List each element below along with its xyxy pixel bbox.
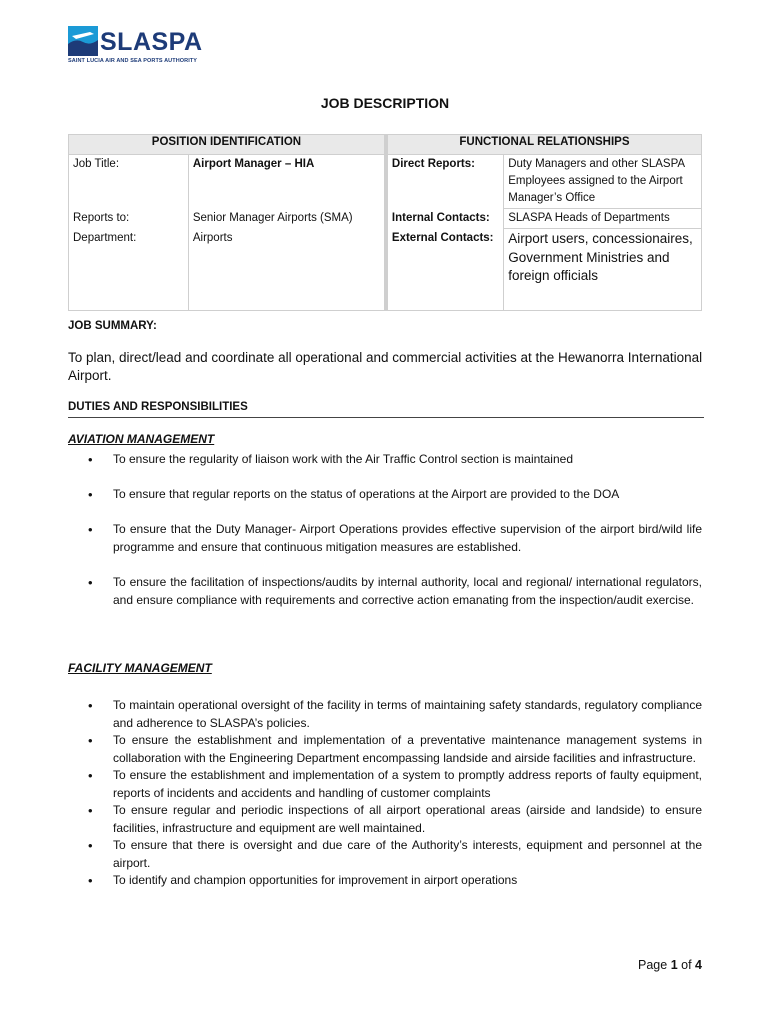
internal-contacts-value: SLASPA Heads of Departments <box>504 209 702 229</box>
document-title: JOB DESCRIPTION <box>320 95 450 111</box>
list-item: • To ensure that there is oversight and due care of the Authority’s interests, equipment and personnel at the airport. <box>68 837 702 872</box>
of-word: of <box>681 958 692 972</box>
section-divider <box>68 417 704 418</box>
facility-management-heading: FACILITY MANAGEMENT <box>68 661 212 675</box>
slaspa-logo <box>68 26 208 66</box>
internal-contacts-label: Internal Contacts: <box>386 209 504 229</box>
table-row <box>69 209 702 229</box>
list-item: • To identify and champion opportunities for improvement in airport operations <box>68 872 702 890</box>
job-title-value: Airport Manager – HIA <box>188 155 386 209</box>
direct-reports-label: Direct Reports: <box>386 155 504 209</box>
page-number <box>638 958 702 972</box>
list-item: • To ensure the establishment and implementation of a system to promptly address reports of faulty equipment, reports of incidents and accidents and handling of customer complaints <box>68 767 702 802</box>
current-page: 1 <box>670 958 678 972</box>
slaspa-emblem-icon <box>68 26 98 56</box>
total-pages: 4 <box>695 958 702 972</box>
reports-to-value: Senior Manager Airports (SMA) <box>188 209 386 229</box>
position-identification-header: POSITION IDENTIFICATION <box>69 135 386 155</box>
job-summary-text: To plan, direct/lead and coordinate all operational and commercial activities at the Hewanorra International Airport. <box>68 350 703 383</box>
list-item: • To ensure the regularity of liaison work with the Air Traffic Control section is maintained <box>68 451 702 469</box>
page-word: Page <box>638 958 668 972</box>
list-item: • To ensure the facilitation of inspections/audits by internal authority, local and regional/ international regulators, and ensure compliance with requirements and corrective action emanating from the inspection/audit exercise. <box>68 574 702 609</box>
external-contacts-label: External Contacts: <box>386 229 504 311</box>
list-item: • To ensure regular and periodic inspections of all airport operational areas (airside and landside) to ensure facilities, infrastructure and equipment are well maintained. <box>68 802 702 837</box>
external-contacts-value: Airport users, concessionaires, Government Ministries and foreign officials <box>504 229 702 311</box>
job-title-label: Job Title: <box>69 155 189 209</box>
table-row <box>69 155 702 209</box>
aviation-management-heading: AVIATION MANAGEMENT <box>68 432 215 446</box>
reports-to-label: Reports to: <box>69 209 189 229</box>
functional-relationships-header: FUNCTIONAL RELATIONSHIPS <box>386 135 702 155</box>
job-summary-heading: JOB SUMMARY: <box>68 320 157 332</box>
facility-duties-list <box>68 697 702 890</box>
position-info-table <box>68 134 702 311</box>
logo-wordmark: SLASPA <box>100 28 203 56</box>
department-value: Airports <box>188 229 386 311</box>
list-item: • To ensure that the Duty Manager- Airport Operations provides effective supervision of the airport bird/wild life programme and ensure that continuous mitigation measures are established. <box>68 521 702 556</box>
list-item: • To ensure that regular reports on the status of operations at the Airport are provided to the DOA <box>68 486 702 504</box>
logo-tagline: SAINT LUCIA AIR AND SEA PORTS AUTHORITY <box>68 58 198 64</box>
list-item: • To maintain operational oversight of the facility in terms of maintaining safety standards, regulatory compliance and adherence to SLASPA’s policies. <box>68 697 702 732</box>
table-row <box>69 229 702 311</box>
table-header-row <box>69 135 702 155</box>
direct-reports-value: Duty Managers and other SLASPA Employees assigned to the Airport Manager’s Office <box>504 155 702 209</box>
list-item: • To ensure the establishment and implementation of a preventative maintenance management systems in collaboration with the Engineering Department encompassing landside and airside facilities and infrastructure. <box>68 732 702 767</box>
duties-heading: DUTIES AND RESPONSIBILITIES <box>68 401 248 413</box>
department-label: Department: <box>69 229 189 311</box>
